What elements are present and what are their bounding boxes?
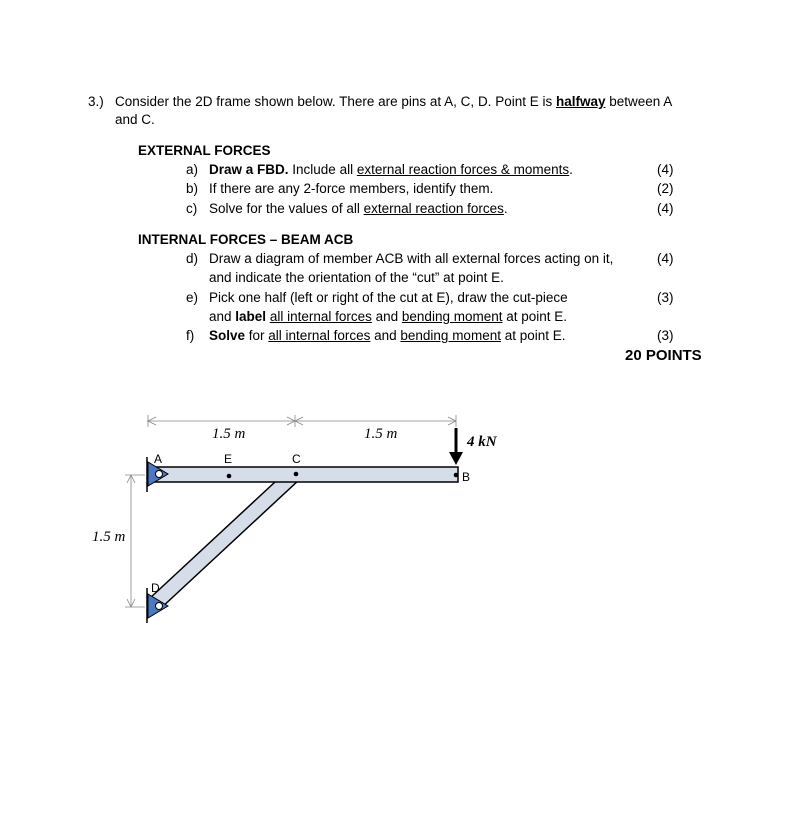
item-a-points: (4): [657, 162, 674, 177]
pin-D: [156, 603, 163, 610]
point-B-marker: [454, 473, 459, 478]
item-c-letter: c): [186, 201, 198, 216]
item-f-mid: and: [370, 328, 401, 343]
item-e-under-2: bending moment: [401, 309, 503, 324]
dim-label-vertical: 1.5 m: [92, 529, 126, 545]
member-DC: [149, 469, 300, 609]
dim-label-left: 1.5 m: [212, 426, 246, 442]
item-a-underlined: external reaction forces & moments: [356, 162, 570, 177]
item-d-line-1: Draw a diagram of member ACB with all external forces acting on it,: [209, 251, 614, 266]
item-f-solve: Solve: [209, 328, 246, 343]
item-e-mid: and: [371, 309, 402, 324]
load-label: 4 kN: [467, 434, 497, 450]
question-text-end: between A: [605, 94, 673, 109]
item-d-letter: d): [186, 251, 199, 266]
item-a-bold: Draw a FBD.: [209, 162, 289, 177]
dim-label-right: 1.5 m: [364, 426, 398, 442]
item-e-tail: at point E.: [502, 309, 568, 324]
total-points: 20 POINTS: [625, 347, 702, 364]
item-c-points: (4): [657, 201, 674, 216]
halfway-emphasis: halfway: [555, 94, 606, 109]
item-f-letter: f): [186, 328, 195, 343]
item-e-label: label: [235, 309, 267, 324]
label-E: E: [224, 452, 233, 466]
question-number: 3.): [88, 94, 104, 109]
label-A: A: [154, 452, 163, 466]
item-f-points: (3): [657, 328, 674, 343]
load-arrow-head: [449, 452, 463, 465]
item-b-letter: b): [186, 181, 199, 196]
item-a-plain: Include all: [288, 162, 357, 177]
item-a-letter: a): [186, 162, 199, 177]
item-b-text: If there are any 2-force members, identify them.: [209, 181, 494, 196]
label-B: B: [462, 470, 471, 484]
item-d-line-2: and indicate the orientation of the “cut” at point E.: [209, 270, 504, 285]
question-text: Consider the 2D frame shown below. There are pins at A, C, D. Point E is: [115, 94, 556, 109]
item-c-tail: .: [503, 201, 508, 216]
pin-A: [156, 471, 163, 478]
label-C: C: [292, 452, 301, 466]
item-c-plain: Solve for the values of all: [209, 201, 364, 216]
item-f-tail: at point E.: [500, 328, 566, 343]
question-line-2: and C.: [115, 112, 155, 127]
item-e-line-1: Pick one half (left or right of the cut at E), draw the cut-piece: [209, 290, 568, 305]
point-E-marker: [227, 474, 232, 479]
label-D: D: [151, 581, 160, 595]
item-e-under-1: all internal forces: [269, 309, 372, 324]
item-e-and: and: [209, 309, 236, 324]
item-f-under-2: bending moment: [400, 328, 501, 343]
item-a-tail: .: [569, 162, 573, 177]
item-f-under-1: all internal forces: [268, 328, 371, 343]
pin-C: [294, 472, 299, 477]
item-b-points: (2): [657, 181, 674, 196]
beam-ACB: [155, 467, 458, 482]
internal-forces-heading: INTERNAL FORCES – BEAM ACB: [138, 232, 354, 247]
item-f-for: for: [245, 328, 269, 343]
external-forces-heading: EXTERNAL FORCES: [138, 143, 271, 158]
item-d-points: (4): [657, 251, 674, 266]
item-c-underlined: external reaction forces: [363, 201, 504, 216]
item-e-points: (3): [657, 290, 674, 305]
item-e-letter: e): [186, 290, 199, 305]
